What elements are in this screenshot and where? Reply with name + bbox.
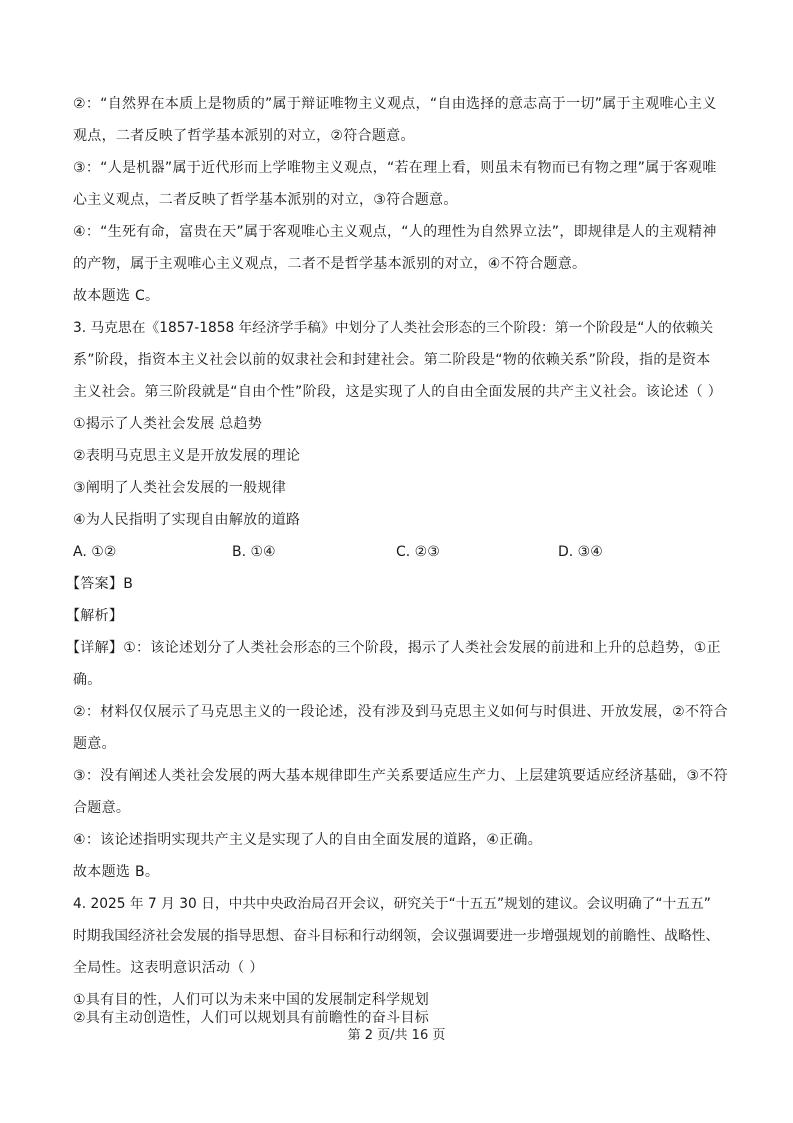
answer-label: 【答案】B xyxy=(66,576,134,592)
text-line: 【详解】①：该论述划分了人类社会形态的三个阶段，揭示了人类社会发展的前进和上升的总趋势，①正 xyxy=(66,640,721,656)
text-line: 观点，二者反映了哲学基本派别的对立，②符合题意。 xyxy=(73,128,415,144)
text-line: 心主义观点，二者反映了哲学基本派别的对立，③符合题意。 xyxy=(73,192,458,208)
text-line: 全局性。这表明意识活动（ ） xyxy=(73,960,264,976)
text-line: ③：“人是机器”属于近代形而上学唯物主义观点，“若在理上看，则虽未有物而已有物之理”属于客观唯 xyxy=(73,160,717,176)
statement-2: ②表明马克思主义是开放发展的理论 xyxy=(73,448,301,464)
option-c: C. ②③ xyxy=(396,544,440,560)
statement-1: ①具有目的性，人们可以为未来中国的发展制定科学规划 xyxy=(73,992,430,1008)
question-3-stem: 3. 马克思在《1857-1858 年经济学手稿》中划分了人类社会形态的三个阶段：第一个阶段是“人的依赖关 xyxy=(73,320,714,336)
text-line: 确。 xyxy=(73,672,102,688)
text-line: 题意。 xyxy=(73,736,116,752)
text-line: 合题意。 xyxy=(73,800,131,816)
question-4-stem: 4. 2025 年 7 月 30 日，中共中央政治局召开会议，研究关于“十五五”规划的建议。会议明确了“十五五” xyxy=(73,896,711,912)
text-line: ③：没有阐述人类社会发展的两大基本规律即生产关系要适应生产力、上层建筑要适应经济基础，③不符 xyxy=(73,768,728,784)
statement-1: ①揭示了人类社会发展 总趋势 xyxy=(73,416,263,432)
text-line: 时期我国经济社会发展的指导思想、奋斗目标和行动纲领，会议强调要进一步增强规划的前瞻性、战略性、 xyxy=(73,928,720,944)
text-line: ②：材料仅仅展示了马克思主义的一段论述，没有涉及到马克思主义如何与时俱进、开放发展，②不符合 xyxy=(73,704,728,720)
text-line: 故本题选 B。 xyxy=(73,864,160,880)
text-line: 的产物，属于主观唯心主义观点，二者不是哲学基本派别的对立，④不符合题意。 xyxy=(73,256,587,272)
text-line: ④：该论述指明实现共产主义是实现了人的自由全面发展的道路，④正确。 xyxy=(73,832,542,848)
statement-4: ④为人民指明了实现自由解放的道路 xyxy=(73,512,301,528)
analysis-label: 【解析】 xyxy=(66,608,124,624)
option-d: D. ③④ xyxy=(558,544,603,560)
text-line: ④：“生死有命，富贵在天”属于客观唯心主义观点，“人的理性为自然界立法”，即规律是人的主观精神 xyxy=(73,224,717,240)
text-line: 故本题选 C。 xyxy=(73,288,160,304)
text-line: 系”阶段，指资本主义社会以前的奴隶社会和封建社会。第二阶段是“物的依赖关系”阶段，指的是资本 xyxy=(73,352,711,368)
text-line: ②：“自然界在本质上是物质的”属于辩证唯物主义观点，“自由选择的意志高于一切”属于主观唯心主义 xyxy=(73,96,717,112)
page-footer: 第 2 页/共 16 页 xyxy=(347,1028,446,1043)
option-a: A. ①② xyxy=(73,544,117,560)
option-b: B. ①④ xyxy=(232,544,276,560)
statement-3: ③阐明了人类社会发展的一般规律 xyxy=(73,480,287,496)
statement-2: ②具有主动创造性，人们可以规划具有前瞻性的奋斗目标 xyxy=(73,1010,430,1026)
text-line: 主义社会。第三阶段就是“自由个性”阶段，这是实现了人的自由全面发展的共产主义社会。该论述（ ） xyxy=(73,384,723,400)
